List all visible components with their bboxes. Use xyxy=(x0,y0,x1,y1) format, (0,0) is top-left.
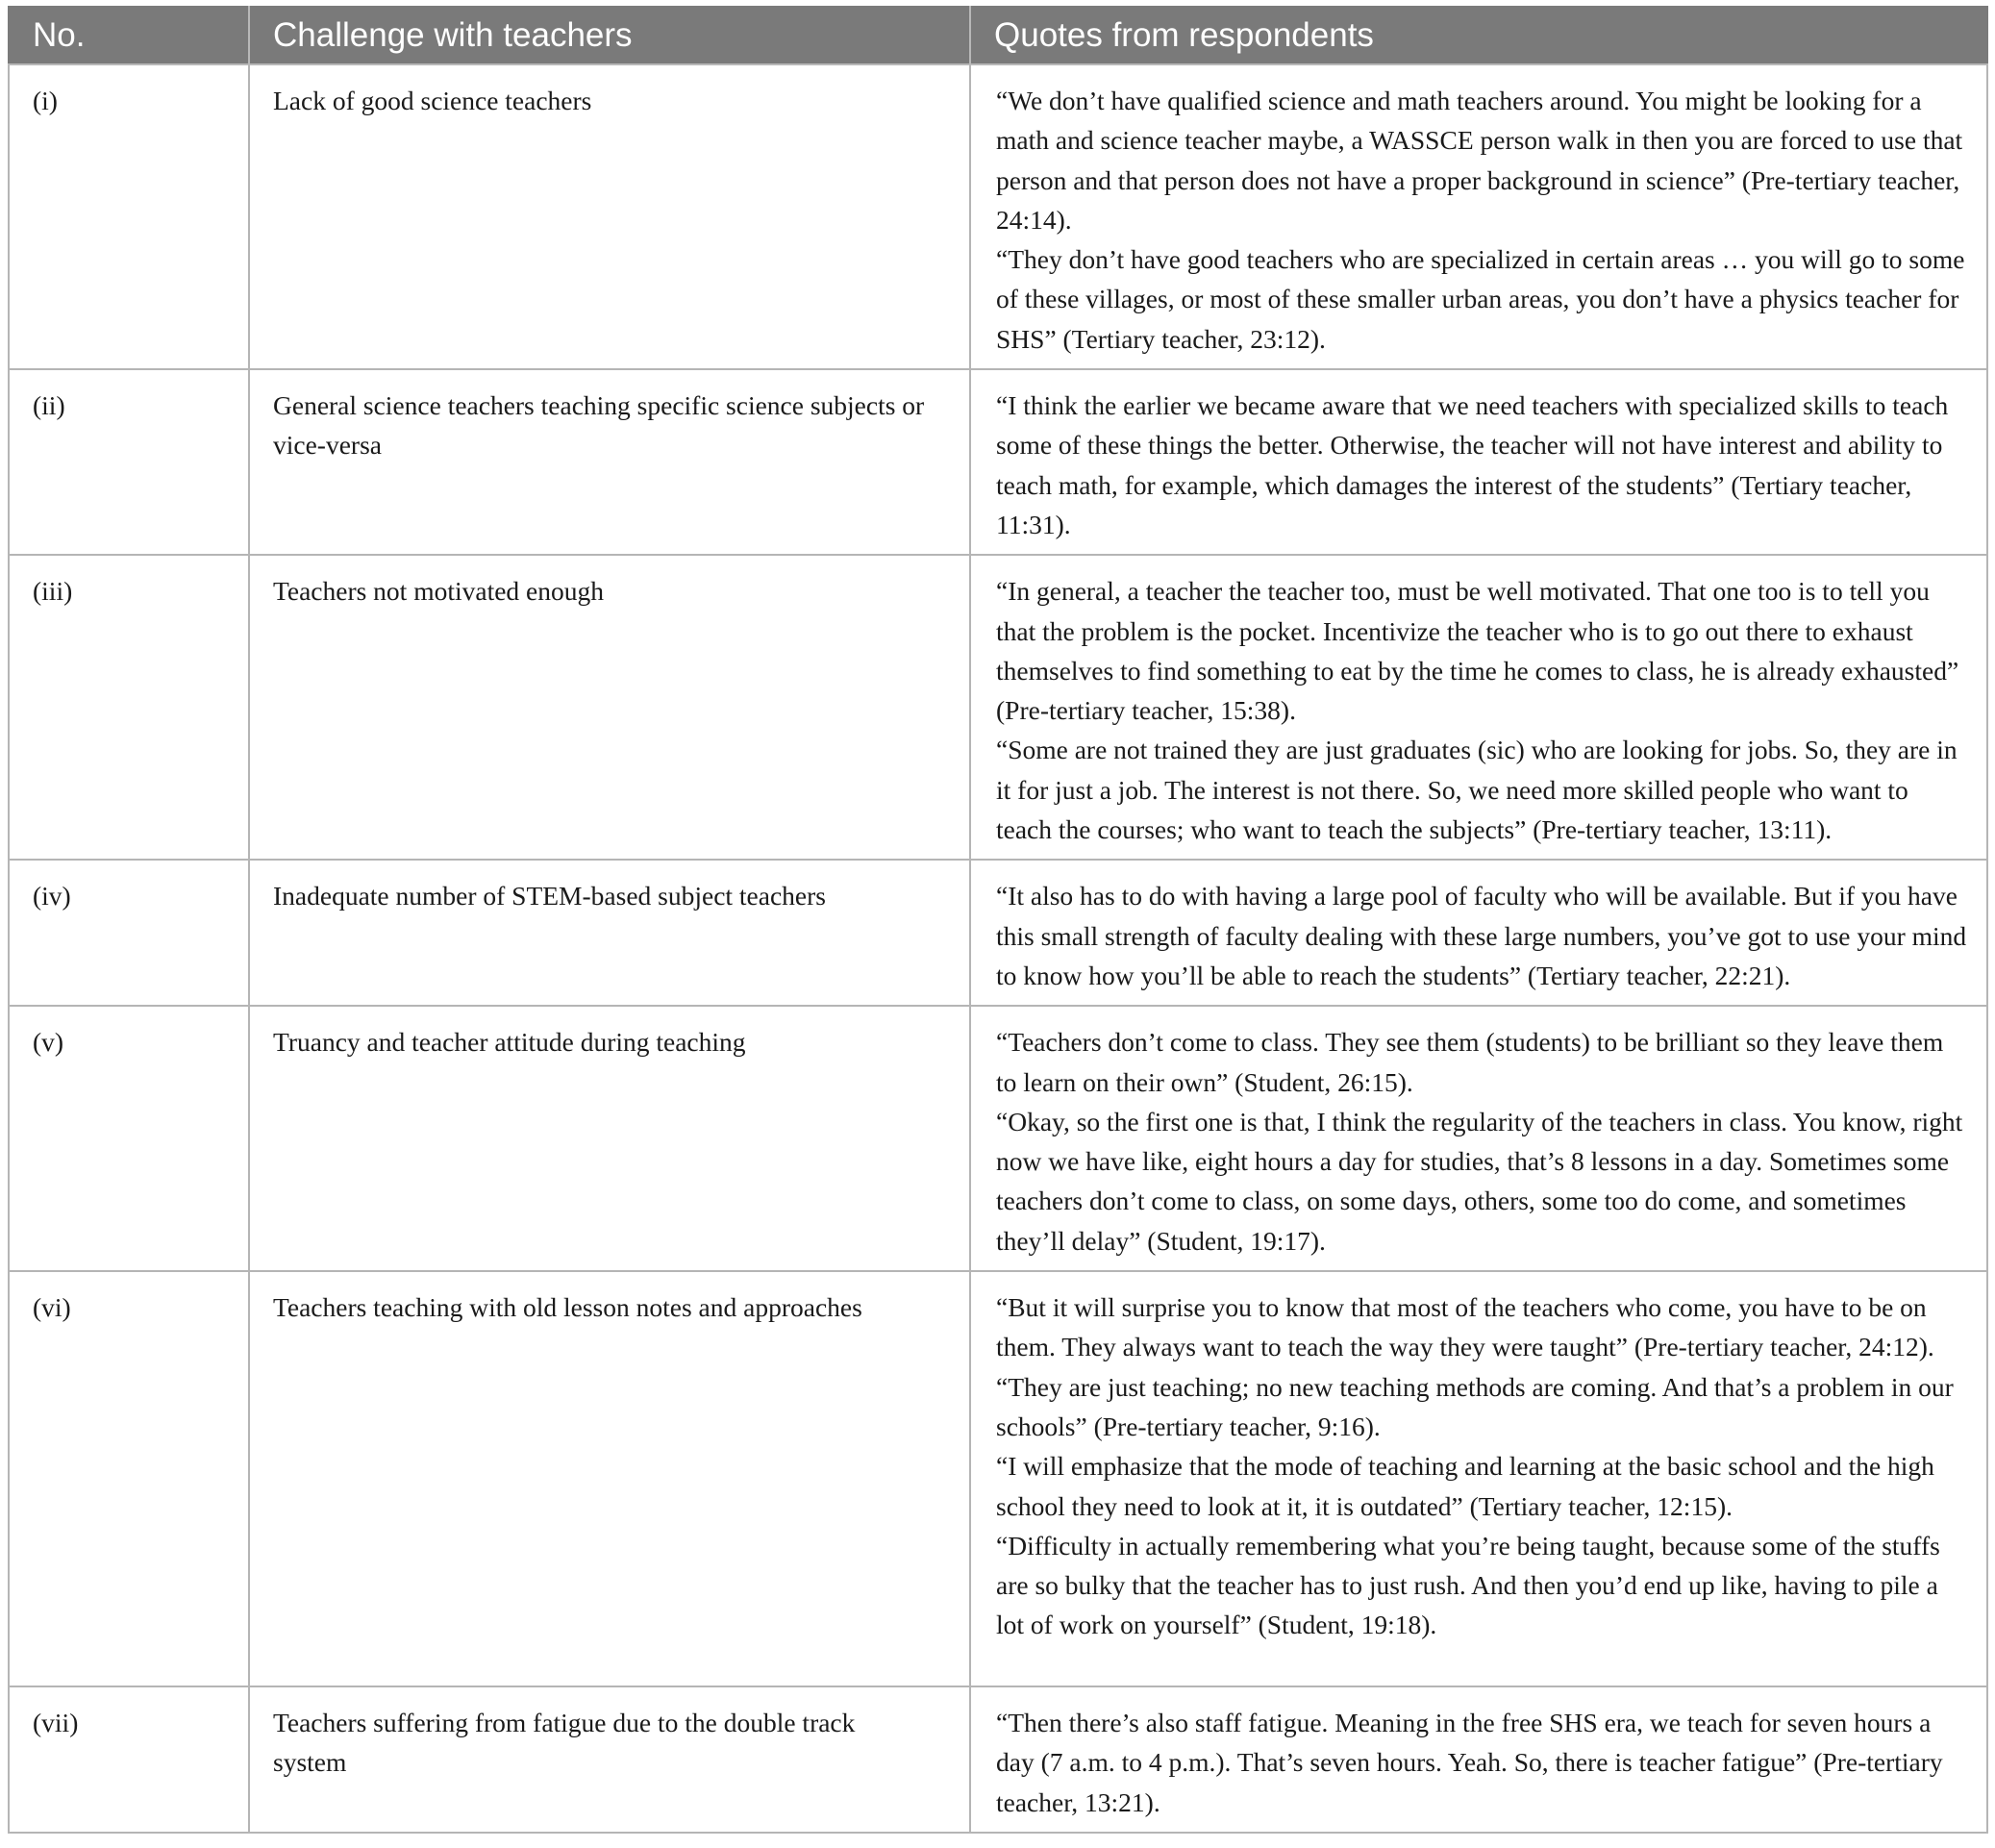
table-row xyxy=(9,64,1987,369)
row-number: (i) xyxy=(9,64,249,369)
table-row xyxy=(9,369,1987,555)
quote-text: “Okay, so the first one is that, I think the regularity of the teachers in class. You know, right now we have like, eight hours a day for studies, that’s 8 lessons in a day. Sometimes some teachers don’t come to class, on some days, others, some too do come, and sometimes they’ll delay” (Student, 19:17). xyxy=(996,1106,1963,1256)
header-no: No. xyxy=(9,7,249,64)
challenges-table xyxy=(8,6,1988,1834)
quote-text: “It also has to do with having a large pool of faculty who will be available. But if you have this small strength of faculty dealing with these large numbers, you’ve got to use your mind to know how you’ll be able to reach the students” (Tertiary teacher, 22:21). xyxy=(996,881,1967,990)
quote-cell xyxy=(970,64,1987,369)
challenge-text: Truancy and teacher attitude during teaching xyxy=(249,1006,970,1271)
row-number: (iv) xyxy=(9,860,249,1006)
quote-text: “They don’t have good teachers who are specialized in certain areas … you will go to some of these villages, or most of these smaller urban areas, you don’t have a physics teacher for SHS” (Tertiary teacher, 23:12). xyxy=(996,244,1965,354)
quote-text: “But it will surprise you to know that most of the teachers who come, you have to be on them. They always want to teach the way they were taught” (Pre-tertiary teacher, 24:12). xyxy=(996,1292,1934,1362)
quote-text: “I think the earlier we became aware that we need teachers with specialized skills to teach some of these things the better. Otherwise, the teacher will not have interest and ability to teach math, for example, which damages the interest of the students” (Tertiary teacher, 11:31). xyxy=(996,390,1949,539)
quote-text: “In general, a teacher the teacher too, must be well motivated. That one too is to tell you that the problem is the pocket. Incentivize the teacher who is to go out there to exhaust themselves to find something to eat by the time he comes to class, he is already exhausted” (Pre-tertiary teacher, 15:38). xyxy=(996,576,1959,726)
table-header-row xyxy=(9,7,1987,64)
quote-text: “Teachers don’t come to class. They see them (students) to be brilliant so they leave them to learn on their own” (Student, 26:15). xyxy=(996,1027,1944,1097)
quote-cell xyxy=(970,369,1987,555)
row-number: (iii) xyxy=(9,555,249,860)
quote-text: “I will emphasize that the mode of teaching and learning at the basic school and the high school they need to look at it, it is outdated” (Tertiary teacher, 12:15). xyxy=(996,1451,1934,1521)
quote-text: “Difficulty in actually remembering what you’re being taught, because some of the stuffs are so bulky that the teacher has to just rush. And then you’d end up like, having to pile a lot of work on yourself” (Student, 19:18). xyxy=(996,1530,1940,1640)
quote-cell xyxy=(970,1006,1987,1271)
quote-text: “They are just teaching; no new teaching methods are coming. And that’s a problem in our schools” (Pre-tertiary teacher, 9:16). xyxy=(996,1371,1954,1441)
quote-text: “Then there’s also staff fatigue. Meaning in the free SHS era, we teach for seven hours a day (7 a.m. to 4 p.m.). That’s seven hours. Yeah. So, there is teacher fatigue” (Pre-tertiary teacher, 13:21). xyxy=(996,1708,1943,1817)
challenge-text: Lack of good science teachers xyxy=(249,64,970,369)
row-number: (ii) xyxy=(9,369,249,555)
table-row xyxy=(9,1006,1987,1271)
quote-cell xyxy=(970,1686,1987,1833)
quote-text: “Some are not trained they are just graduates (sic) who are looking for jobs. So, they are in it for just a job. The interest is not there. So, we need more skilled people who want to teach the courses; who want to teach the subjects” (Pre-tertiary teacher, 13:11). xyxy=(996,735,1958,845)
challenge-text: General science teachers teaching specific science subjects or vice-versa xyxy=(249,369,970,555)
table-row xyxy=(9,1686,1987,1833)
quote-cell xyxy=(970,860,1987,1006)
header-quotes: Quotes from respondents xyxy=(970,7,1987,64)
row-number: (v) xyxy=(9,1006,249,1271)
table-row xyxy=(9,555,1987,860)
quote-cell xyxy=(970,555,1987,860)
quote-text: “We don’t have qualified science and math teachers around. You might be looking for a math and science teacher maybe, a WASSCE person walk in then you are forced to use that person and that person does not have a proper background in science” (Pre-tertiary teacher, 24:14). xyxy=(996,86,1963,235)
table-row xyxy=(9,1271,1987,1686)
challenge-text: Teachers not motivated enough xyxy=(249,555,970,860)
challenge-text: Teachers suffering from fatigue due to the double track system xyxy=(249,1686,970,1833)
table-row xyxy=(9,860,1987,1006)
header-challenge: Challenge with teachers xyxy=(249,7,970,64)
challenge-text: Teachers teaching with old lesson notes and approaches xyxy=(249,1271,970,1686)
row-number: (vi) xyxy=(9,1271,249,1686)
quote-cell xyxy=(970,1271,1987,1686)
challenge-text: Inadequate number of STEM-based subject teachers xyxy=(249,860,970,1006)
row-number: (vii) xyxy=(9,1686,249,1833)
